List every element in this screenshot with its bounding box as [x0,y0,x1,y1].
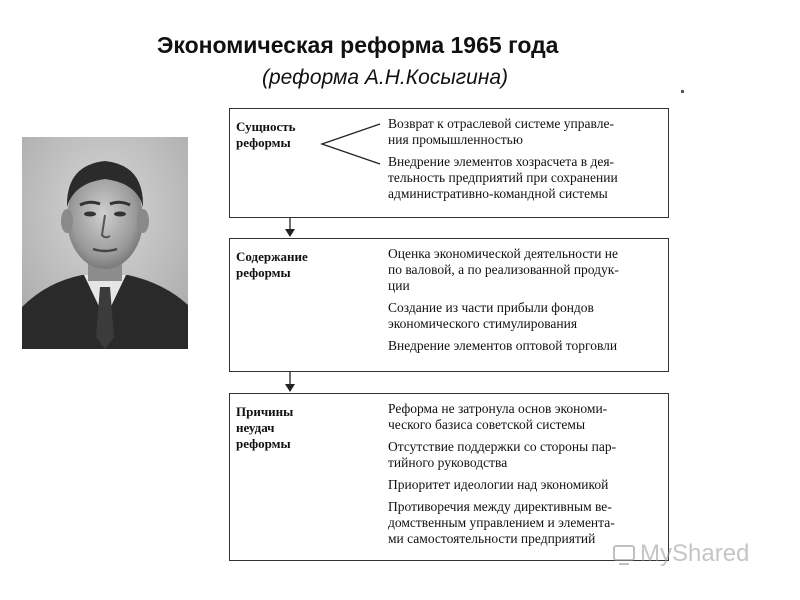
arrow-down-icon [282,372,298,393]
page-title: Экономическая реформа 1965 года [157,32,559,58]
block-failure-reasons [229,393,669,561]
block-content [229,238,669,372]
block-failure-reasons-item: Реформа не затронула основ экономи- ческого базиса советской системы [388,401,608,432]
block-content-label: Содержание реформы [236,249,308,280]
block-failure-reasons-item: Противоречия между директивным ве- домственным управлением и элемента- ми самостоятельности предприятий [388,499,615,546]
watermark-logo-icon [612,542,636,566]
block-essence [229,108,669,218]
block-failure-reasons-item: Отсутствие поддержки со стороны пар- тийного руководства [388,439,617,470]
watermark [612,540,749,568]
block-content-item: Создание из части прибыли фондов экономического стимулирования [388,300,594,331]
page-subtitle: (реформа А.Н.Косыгина) [262,66,509,89]
block-content-item: Оценка экономической деятельности не по валовой, а по реализованной продук- ции [388,246,619,293]
arrow-down-icon [282,218,298,238]
block-failure-reasons-item: Приоритет идеологии над экономикой [388,477,609,492]
block-failure-reasons-label: Причины неудач реформы [236,404,294,451]
block-essence-label: Сущность реформы [236,119,296,150]
stray-dot [681,90,684,93]
block-essence-item: Внедрение элементов хозрасчета в дея- тельность предприятий при сохранении административно-командной системы [388,154,618,201]
portrait-photo [22,137,188,349]
watermark-text: MyShared [640,540,750,567]
block-essence-item: Возврат к отраслевой системе управле- ния промышленностью [388,116,614,147]
branch-wedge-icon [320,119,382,169]
block-content-item: Внедрение элементов оптовой торговли [388,338,618,353]
